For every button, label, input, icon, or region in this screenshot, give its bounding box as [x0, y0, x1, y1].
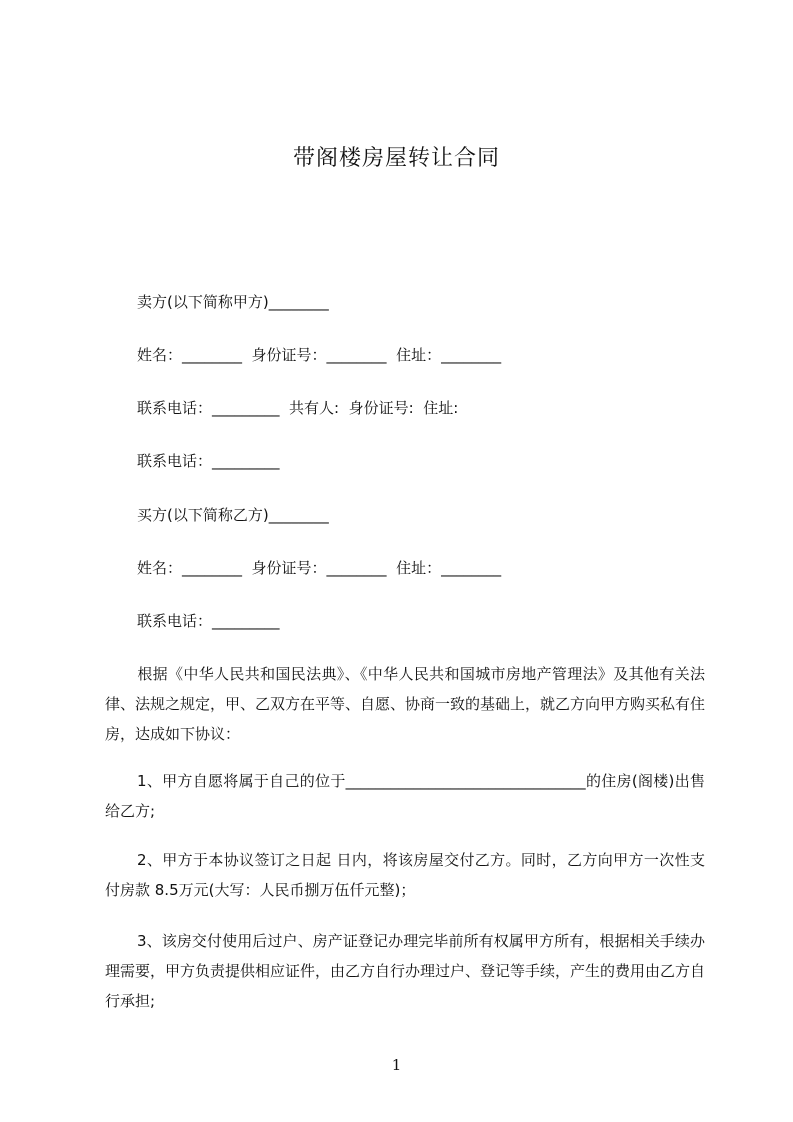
- document-title: 带阁楼房屋转让合同: [292, 146, 500, 171]
- co-owner-phone-line: 联系电话：_________: [137, 452, 280, 470]
- buyer-line: 买方(以下简称乙方)________: [137, 506, 329, 524]
- buyer-info-line: 姓名：________ 身份证号：________ 住址：________: [137, 559, 502, 577]
- clause-2-text: 2、甲方于本协议签订之日起 日内，将该房屋交付乙方。同时，乙方向甲方一次性支付房款 8.5万元(大写：人民币捌万伍仟元整)；: [105, 851, 705, 899]
- buyer-phone-line: 联系电话：_________: [137, 612, 280, 630]
- seller-line: 卖方(以下简称甲方)________: [137, 293, 329, 311]
- page-number: 1: [391, 1056, 402, 1074]
- clause-3-text: 3、该房交付使用后过户、房产证登记办理完毕前所有权属甲方所有，根据相关手续办理需要，甲方负责提供相应证件，由乙方自行办理过户、登记等手续，产生的费用由乙方自行承担;: [105, 932, 706, 1010]
- clause-2: [105, 845, 705, 905]
- intro-paragraph-text: 根据《中华人民共和国民法典》、《中华人民共和国城市房地产管理法》及其他有关法律、法规之规定，甲、乙双方在平等、自愿、协商一致的基础上，就乙方向甲方购买私有住房，达成如下协议：: [105, 665, 706, 743]
- seller-phone-co-owner-line: 联系电话：_________ 共有人: 身份证号: 住址:: [137, 399, 459, 417]
- clause-1: [105, 766, 705, 826]
- clause-1-text: 1、甲方自愿将属于自己的位于________________________________的住房(阁楼)出售给乙方;: [105, 772, 705, 820]
- seller-info-line: 姓名：________ 身份证号：________ 住址：________: [137, 346, 502, 364]
- intro-paragraph: [105, 659, 705, 749]
- clause-3: [105, 926, 705, 1016]
